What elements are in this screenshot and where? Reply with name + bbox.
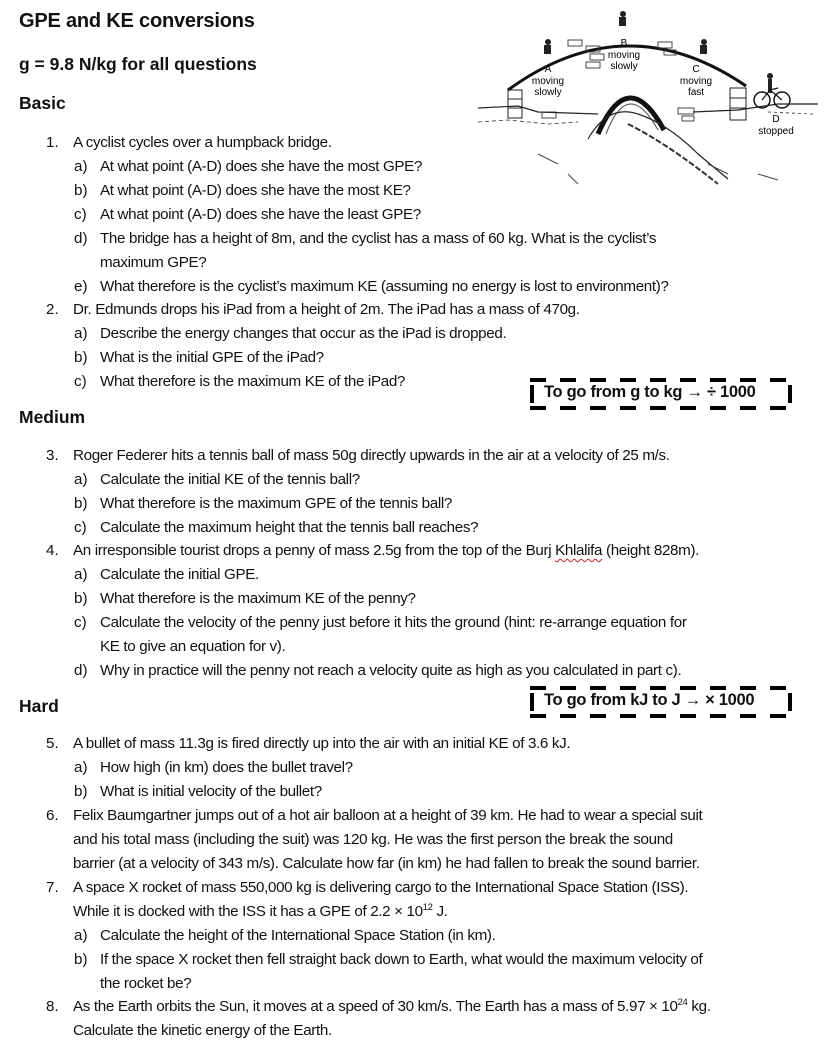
section-heading-medium: Medium bbox=[19, 407, 86, 427]
part-text: Calculate the maximum height that the tennis ball reaches? bbox=[100, 519, 479, 536]
border-bar-right bbox=[788, 693, 792, 711]
hint-text: To go from kJ to J → × 1000 bbox=[544, 691, 755, 709]
label-c-line2: fast bbox=[687, 87, 705, 98]
question-text-line bbox=[73, 903, 448, 920]
question-number: 7. bbox=[46, 879, 59, 896]
part-text: At what point (A-D) does she have the most KE? bbox=[100, 182, 411, 199]
gpe-text: While it is docked with the ISS it has a GPE of 2.2 × 10 bbox=[73, 903, 423, 920]
question-text-line bbox=[73, 998, 711, 1015]
label-b-line1: moving bbox=[607, 50, 641, 61]
part-label: a) bbox=[74, 471, 88, 488]
exponent: 12 bbox=[422, 902, 433, 913]
question-text: A bullet of mass 11.3g is fired directly up into the air with an initial KE of 3.6 kJ. bbox=[73, 735, 571, 752]
question-text-end: (height 828m). bbox=[602, 542, 700, 559]
bridge-illustration bbox=[478, 4, 838, 190]
label-d-line1: stopped bbox=[758, 126, 794, 137]
question-text: A cyclist cycles over a humpback bridge. bbox=[73, 134, 332, 151]
part-label: a) bbox=[74, 927, 88, 944]
question-number: 3. bbox=[46, 447, 59, 464]
border-bar-left bbox=[530, 385, 534, 403]
unit-text: kg. bbox=[687, 998, 711, 1015]
gravity-constant-note: g = 9.8 N/kg for all questions bbox=[19, 54, 257, 74]
part-text: Calculate the initial KE of the tennis ball? bbox=[100, 471, 360, 488]
question-text: Roger Federer hits a tennis ball of mass 50g directly upwards in the air at a velocity of 25 m/s. bbox=[73, 447, 670, 464]
part-text-continued: KE to give an equation for v). bbox=[100, 638, 286, 655]
exponent: 24 bbox=[677, 997, 688, 1008]
part-label: b) bbox=[74, 951, 88, 968]
dashed-border-top bbox=[530, 378, 792, 382]
spellcheck-flagged-word[interactable]: Khlalifa bbox=[555, 542, 603, 559]
part-label: a) bbox=[74, 566, 88, 583]
unit-conversion-hint-g-to-kg bbox=[526, 378, 796, 410]
dashed-border-top bbox=[530, 686, 792, 690]
question-number: 6. bbox=[46, 807, 59, 824]
question-text-line: A space X rocket of mass 550,000 kg is delivering cargo to the International Space Station (ISS). bbox=[73, 879, 689, 896]
part-label: b) bbox=[74, 783, 88, 800]
part-label: d) bbox=[74, 662, 88, 679]
part-text: Why in practice will the penny not reach a velocity quite as high as you calculated in part c). bbox=[100, 662, 682, 679]
part-label: c) bbox=[74, 519, 87, 536]
unit-conversion-hint-kj-to-j bbox=[526, 686, 796, 718]
part-label: b) bbox=[74, 495, 88, 512]
question-text-line: barrier (at a velocity of 343 m/s). Calculate how far (in km) he had fallen to break the sound barrier. bbox=[73, 855, 700, 872]
label-a-letter: A bbox=[544, 64, 552, 75]
part-label: e) bbox=[74, 278, 88, 295]
question-text: Dr. Edmunds drops his iPad from a height of 2m. The iPad has a mass of 470g. bbox=[73, 301, 580, 318]
label-a-line2: slowly bbox=[534, 87, 562, 98]
part-text: What is the initial GPE of the iPad? bbox=[100, 349, 324, 366]
part-text: The bridge has a height of 8m, and the cyclist has a mass of 60 kg. What is the cyclist’s bbox=[100, 230, 657, 247]
question-text-line: Calculate the kinetic energy of the Earth. bbox=[73, 1022, 332, 1039]
question-text bbox=[73, 542, 699, 559]
question-number: 5. bbox=[46, 735, 59, 752]
question-number: 8. bbox=[46, 998, 59, 1015]
part-text: What therefore is the maximum KE of the penny? bbox=[100, 590, 416, 607]
section-heading-basic: Basic bbox=[19, 93, 66, 113]
question-number: 4. bbox=[46, 542, 59, 559]
part-label: a) bbox=[74, 759, 88, 776]
question-text-line: and his total mass (including the suit) was 120 kg. He was the first person the break the sound bbox=[73, 831, 673, 848]
label-c-line1: moving bbox=[679, 76, 713, 87]
bridge-drawing bbox=[478, 4, 838, 190]
question-text-line: Felix Baumgartner jumps out of a hot air balloon at a height of 39 km. He had to wear a special suit bbox=[73, 807, 703, 824]
part-text-continued: maximum GPE? bbox=[100, 254, 207, 271]
part-text: At what point (A-D) does she have the most GPE? bbox=[100, 158, 423, 175]
part-label: a) bbox=[74, 158, 88, 175]
part-label: a) bbox=[74, 325, 88, 342]
earth-text: As the Earth orbits the Sun, it moves at a speed of 30 km/s. The Earth has a mass of 5.97 × 10 bbox=[73, 998, 678, 1015]
label-d-letter: D bbox=[772, 114, 780, 125]
page-title: GPE and KE conversions bbox=[19, 10, 255, 32]
part-text: Calculate the height of the International Space Station (in km). bbox=[100, 927, 496, 944]
question-number: 2. bbox=[46, 301, 59, 318]
part-label: c) bbox=[74, 206, 87, 223]
dashed-border-bottom bbox=[530, 406, 792, 410]
label-c-letter: C bbox=[692, 64, 700, 75]
part-text-continued: the rocket be? bbox=[100, 975, 192, 992]
part-label: b) bbox=[74, 182, 88, 199]
question-text-start: An irresponsible tourist drops a penny of mass 2.5g from the top of the Burj bbox=[73, 542, 556, 559]
part-text: What therefore is the cyclist’s maximum KE (assuming no energy is lost to environment)? bbox=[100, 278, 669, 295]
part-text: What is initial velocity of the bullet? bbox=[100, 783, 322, 800]
part-label: b) bbox=[74, 349, 88, 366]
border-bar-left bbox=[530, 693, 534, 711]
section-heading-hard: Hard bbox=[19, 696, 59, 716]
part-text: If the space X rocket then fell straight back down to Earth, what would the maximum velocity of bbox=[100, 951, 703, 968]
part-label: c) bbox=[74, 614, 87, 631]
part-text: Describe the energy changes that occur as the iPad is dropped. bbox=[100, 325, 507, 342]
part-label: b) bbox=[74, 590, 88, 607]
part-text: How high (in km) does the bullet travel? bbox=[100, 759, 353, 776]
label-a-line1: moving bbox=[531, 76, 565, 87]
part-text: Calculate the velocity of the penny just before it hits the ground (hint: re-arrange equation for bbox=[100, 614, 687, 631]
hint-text: To go from g to kg → ÷ 1000 bbox=[544, 383, 756, 401]
label-b-letter: B bbox=[620, 38, 628, 49]
label-b-line2: slowly bbox=[610, 61, 638, 72]
part-label: d) bbox=[74, 230, 88, 247]
part-text: What therefore is the maximum GPE of the tennis ball? bbox=[100, 495, 453, 512]
dashed-border-bottom bbox=[530, 714, 792, 718]
part-text: What therefore is the maximum KE of the iPad? bbox=[100, 373, 406, 390]
part-text: At what point (A-D) does she have the least GPE? bbox=[100, 206, 421, 223]
question-number: 1. bbox=[46, 134, 59, 151]
border-bar-right bbox=[788, 385, 792, 403]
unit-text: J. bbox=[432, 903, 448, 920]
part-text: Calculate the initial GPE. bbox=[100, 566, 259, 583]
part-label: c) bbox=[74, 373, 87, 390]
